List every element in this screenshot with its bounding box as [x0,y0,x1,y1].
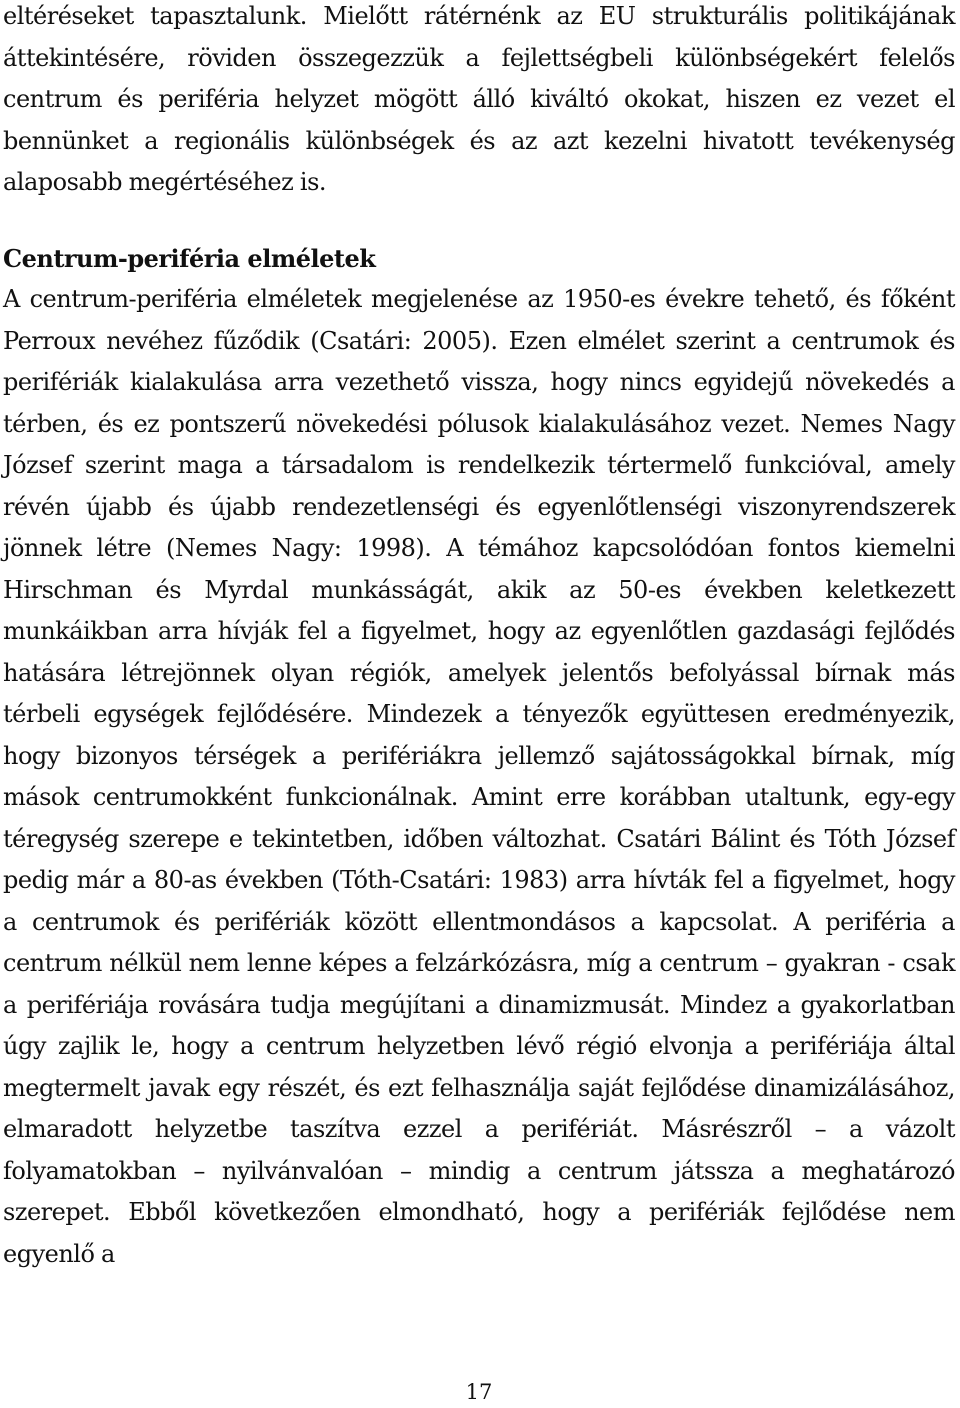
body-paragraph-intro: eltéréseket tapasztalunk. Mielőtt rátérnénk az EU strukturális politikájának áttekintésére, röviden összegezzük a fejlettségbeli különbségekért felelős centrum és periféria helyzet mögött álló kiváltó okokat, hiszen ez vezet el bennünket a regionális különbségek és az azt kezelni hivatott tevékenység alaposabb megértéséhez is. [3,2,955,196]
page-number: 17 [465,1380,493,1404]
document-page [3,0,955,1408]
section-heading: Centrum-periféria elméletek [3,243,376,273]
body-paragraph-main: A centrum-periféria elméletek megjelenése az 1950-es évekre tehető, és főként Perroux nevéhez fűződik (Csatári: 2005). Ezen elmélet szerint a centrumok és perifériák kialakulása arra vezethető vissza, hogy nincs egyidejű növekedés a térben, és ez pontszerű növekedési pólusok kialakulásához vezet. Nemes Nagy József szerint maga a társadalom is rendelkezik tértermelő funkcióval, amely révén újabb és újabb rendezetlenségi és egyenlőtlenségi viszonyrendszerek jönnek létre (Nemes Nagy: 1998). A témához kapcsolódóan fontos kiemelni Hirschman és Myrdal munkásságát, akik az 50-es években keletkezett munkáikban arra hívják fel a figyelmet, hogy az egyenlőtlen gazdasági fejlődés hatására létrejönnek olyan régiók, amelyek jelentős befolyással bírnak más térbeli egységek fejlődésére. Mindezek a tényezők együttesen eredményezik, hogy bizonyos térségek a perifériákra jellemző sajátosságokkal bírnak, míg mások centrumokként funkcionálnak. Amint erre korábban utaltunk, egy-egy téregység szerepe e tekintetben, időben változhat. Csatári Bálint és Tóth József pedig már a 80-as években (Tóth-Csatári: 1983) arra hívták fel a figyelmet, hogy a centrumok és perifériák között ellentmondásos a kapcsolat. A periféria a centrum nélkül nem lenne képes a felzárkózásra, míg a centrum – gyakran - csak a perifériája rovására tudja megújítani a dinamizmusát. Mindez a gyakorlatban úgy zajlik le, hogy a centrum helyzetben lévő régió elvonja a perifériája által megtermelt javak egy részét, és ezt felhasználja saját fejlődése dinamizálásához, elmaradott helyzetbe taszítva ezzel a perifériát. Másrészről – a vázolt folyamatokban – nyilvánvalóan – mindig a centrum játssza a meghatározó szerepet. Ebből következően elmondható, hogy a perifériák fejlődése nem egyenlő a [3,285,955,1268]
